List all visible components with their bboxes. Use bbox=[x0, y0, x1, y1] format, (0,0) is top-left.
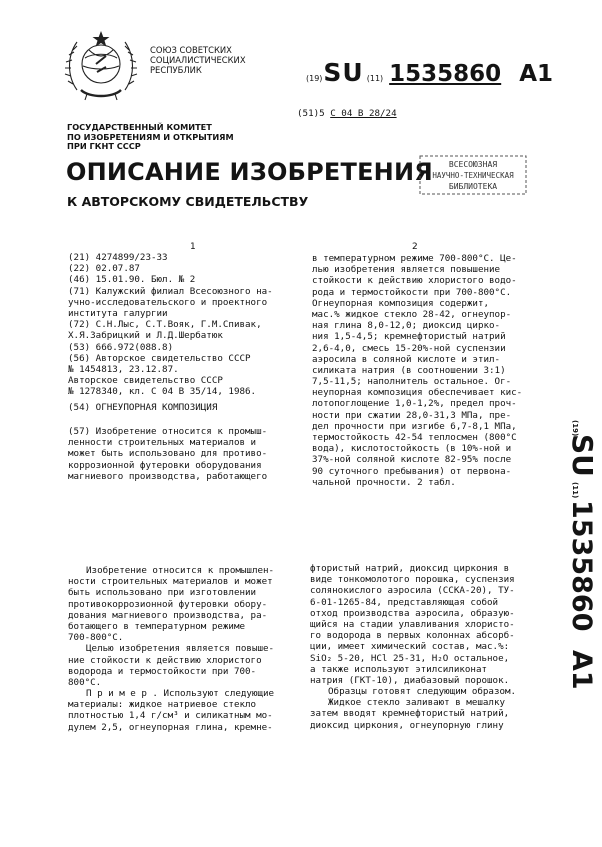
committee bbox=[67, 123, 234, 152]
vertical-number: 1535860 bbox=[566, 500, 597, 632]
body-line: диоксид циркония, огнеупорную глину bbox=[310, 719, 504, 731]
biblio-line: учно-исследовательского и проектного bbox=[68, 296, 268, 308]
body-left-column bbox=[68, 565, 274, 733]
body-right-column bbox=[310, 563, 516, 731]
stamp-line-2: НАУЧНО-ТЕХНИЧЕСКАЯ bbox=[432, 171, 514, 180]
number-prefix: (11) bbox=[366, 74, 384, 83]
document-title: ОПИСАНИЕ ИЗОБРЕТЕНИЯ bbox=[66, 158, 433, 186]
patent-number: 1535860 bbox=[389, 61, 502, 87]
body-line: Образцы готовят следующим образом. bbox=[328, 686, 517, 698]
biblio-line: № 1278340, кл. С 04 В 35/14, 1986. bbox=[68, 386, 257, 398]
abstract-line: 7,5-11,5; наполнитель остальное. Ог- bbox=[312, 376, 512, 388]
vertical-country-code: SU bbox=[566, 434, 599, 477]
abstract-line: в температурном режиме 700-800°С. Це- bbox=[312, 253, 517, 264]
union-line-1: СОЮЗ СОВЕТСКИХ bbox=[150, 45, 232, 55]
kind-code: A1 bbox=[519, 61, 553, 87]
abstract-line: лью изобретения является повышение bbox=[312, 264, 501, 276]
abstract-line: силиката натрия (в соотношении 3:1) bbox=[312, 364, 506, 376]
abstract-line: 90 суточного пребывания) от первона- bbox=[312, 465, 512, 477]
vertical-patent-number bbox=[544, 420, 599, 710]
body-line: 800°С. bbox=[68, 676, 102, 688]
union-line-3: РЕСПУБЛИК bbox=[150, 65, 202, 75]
stamp-line-1: ВСЕСОЮЗНАЯ bbox=[448, 160, 498, 169]
biblio-line: (53) 666.972(088.8) bbox=[68, 341, 174, 353]
abstract-line: Огнеупорная композиция содержит, bbox=[312, 297, 490, 309]
body-line: отход производства аэросила, образую- bbox=[310, 607, 515, 619]
abstract-line: аэросила в соляной кислоте и этил- bbox=[312, 353, 501, 365]
ipc-classification bbox=[297, 108, 397, 119]
abstract-line: ности при сжатии 28,0-31,3 МПа, пре- bbox=[312, 409, 512, 421]
abstract-line: 2,6-4,0, смесь 15-20%-ной суспензии bbox=[312, 342, 506, 354]
biblio-line: (71) Калужский филиал Всесоюзного на- bbox=[68, 285, 273, 297]
union-name bbox=[150, 45, 246, 75]
body-line: а также используют этилсиликонат bbox=[310, 663, 488, 675]
body-line: солянокислого аэросила (ССКА-20), ТУ- bbox=[310, 585, 515, 597]
body-line: противокоррозионной футеровки обору- bbox=[68, 598, 268, 610]
patent-number-line bbox=[306, 58, 553, 87]
ipc-prefix: (51)5 bbox=[297, 108, 325, 119]
abstract-line: (57) Изобретение относится к промыш- bbox=[68, 426, 268, 437]
abstract-line: ная глина 8,0-12,0; диоксид цирко- bbox=[312, 320, 501, 332]
body-line: 6-01-1265-84, представляющая собой bbox=[310, 596, 499, 608]
body-line: быть использовано при изготовлении bbox=[68, 587, 257, 599]
abstract-line: неупорная композиция обеспечивает кис- bbox=[312, 387, 523, 399]
abstract-line: коррозионной футеровки оборудования bbox=[68, 459, 262, 471]
vertical-prefix-11: (11) bbox=[571, 482, 579, 499]
bibliographic-data bbox=[68, 252, 273, 397]
invention-title: (54) ОГНЕУПОРНАЯ КОМПОЗИЦИЯ bbox=[68, 402, 218, 413]
body-line: фтористый натрий, диоксид циркония в bbox=[310, 563, 510, 574]
abstract-line: может быть использовано для противо- bbox=[68, 448, 268, 460]
biblio-line: института галургии bbox=[68, 307, 168, 319]
vertical-prefix-19: (19) bbox=[571, 420, 579, 437]
biblio-line: Х.Я.Забрицкий и Л.Д.Шербатюк bbox=[68, 330, 223, 342]
body-line: затем вводят кремнефтористый натрий, bbox=[310, 708, 510, 720]
abstract-line: чальной прочности. 2 табл. bbox=[312, 476, 456, 488]
abstract-line: магниевого производства, работающего bbox=[68, 470, 268, 482]
abstract-line: ленности строительных материалов и bbox=[68, 437, 257, 449]
abstract-line: мас.% жидкое стекло 28-42, огнеупор- bbox=[312, 308, 512, 320]
body-line: ботающего в температурном режиме bbox=[68, 620, 246, 632]
body-line: Изобретение относится к промышлен- bbox=[86, 565, 275, 576]
biblio-line: (46) 15.01.90. Бюл. № 2 bbox=[68, 274, 196, 286]
library-stamp bbox=[418, 154, 528, 196]
body-line: водорода и термостойкости при 700- bbox=[68, 665, 257, 677]
biblio-line: (56) Авторское свидетельство СССР bbox=[68, 352, 251, 364]
abstract-line: 37%-ной соляной кислоте 82-95% после bbox=[312, 454, 512, 466]
biblio-line: № 1454813, 23.12.87. bbox=[68, 363, 179, 375]
abstract-line: дел прочности при изгибе 6,7-8,1 МПа, bbox=[312, 420, 517, 432]
body-line: ции, имеет химический состав, мас.%: bbox=[310, 641, 510, 653]
biblio-line: (72) С.Н.Лыс, С.Т.Вояк, Г.М.Спивак, bbox=[68, 319, 262, 331]
abstract-line: лотопоглощение 1,0-1,2%, предел проч- bbox=[312, 398, 517, 410]
body-line: SiO₂ 5-20, HCl 25-31, H₂O остальное, bbox=[310, 652, 510, 664]
body-line: Жидкое стекло заливают в мешалку bbox=[328, 697, 506, 709]
body-line: го водорода в первых колоннах абсорб- bbox=[310, 630, 515, 642]
stamp-line-3: БИБЛИОТЕКА bbox=[448, 182, 498, 191]
abstract-line: вода), кислотостойкость (в 10%-ной и bbox=[312, 443, 512, 455]
abstract-right-column bbox=[312, 253, 522, 488]
body-line: П р и м е р . Используют следующие bbox=[86, 688, 275, 700]
abstract-left-column bbox=[68, 426, 267, 482]
abstract-line: стойкости к действию хлористого водо- bbox=[312, 275, 517, 287]
vertical-kind-code: A1 bbox=[566, 650, 597, 690]
biblio-line: (22) 02.07.87 bbox=[68, 263, 140, 275]
body-line: дулем 2,5, огнеупорная глина, кремне- bbox=[68, 721, 273, 733]
column-number-right: 2 bbox=[412, 242, 418, 252]
abstract-line: ния 1,5-4,5; кремнефтористый натрий bbox=[312, 331, 506, 343]
abstract-line: рода и термостойкости при 700-800°С. bbox=[312, 286, 512, 298]
abstract-line: термостойкость 42-54 теплосмен (800°С bbox=[312, 432, 517, 443]
body-line: материалы: жидкое натриевое стекло bbox=[68, 699, 257, 711]
biblio-line: (21) 4274899/23-33 bbox=[68, 252, 168, 263]
ipc-code: С 04 В 28/24 bbox=[330, 108, 397, 119]
union-line-2: СОЦИАЛИСТИЧЕСКИХ bbox=[150, 55, 246, 65]
column-number-left: 1 bbox=[190, 242, 196, 252]
body-line: плотностью 1,4 г/см³ и силикатным мо- bbox=[68, 710, 273, 722]
body-line: щийся на стадии улавливания хлористо- bbox=[310, 618, 515, 630]
body-line: дования магниевого производства, ра- bbox=[68, 609, 268, 621]
biblio-line: Авторское свидетельство СССР bbox=[68, 375, 223, 387]
country-prefix: (19) bbox=[306, 74, 323, 83]
body-line: ности строительных материалов и может bbox=[68, 576, 273, 588]
committee-line-1: ГОСУДАРСТВЕННЫЙ КОМИТЕТ bbox=[67, 122, 212, 132]
body-line: 700-800°С. bbox=[68, 632, 124, 644]
document-subtitle: К АВТОРСКОМУ СВИДЕТЕЛЬСТВУ bbox=[67, 194, 309, 209]
body-line: ние стойкости к действию хлористого bbox=[68, 654, 262, 666]
ussr-emblem-icon bbox=[63, 28, 139, 104]
body-line: виде тонкомолотого порошка, суспензия bbox=[310, 574, 515, 586]
body-line: Целью изобретения является повыше- bbox=[86, 643, 275, 655]
country-code: SU bbox=[323, 58, 364, 87]
body-line: натрия (ГКТ-10), диабазовый порошок. bbox=[310, 674, 510, 686]
committee-line-3: ПРИ ГКНТ СССР bbox=[67, 141, 141, 152]
committee-line-2: ПО ИЗОБРЕТЕНИЯМ И ОТКРЫТИЯМ bbox=[67, 131, 234, 142]
